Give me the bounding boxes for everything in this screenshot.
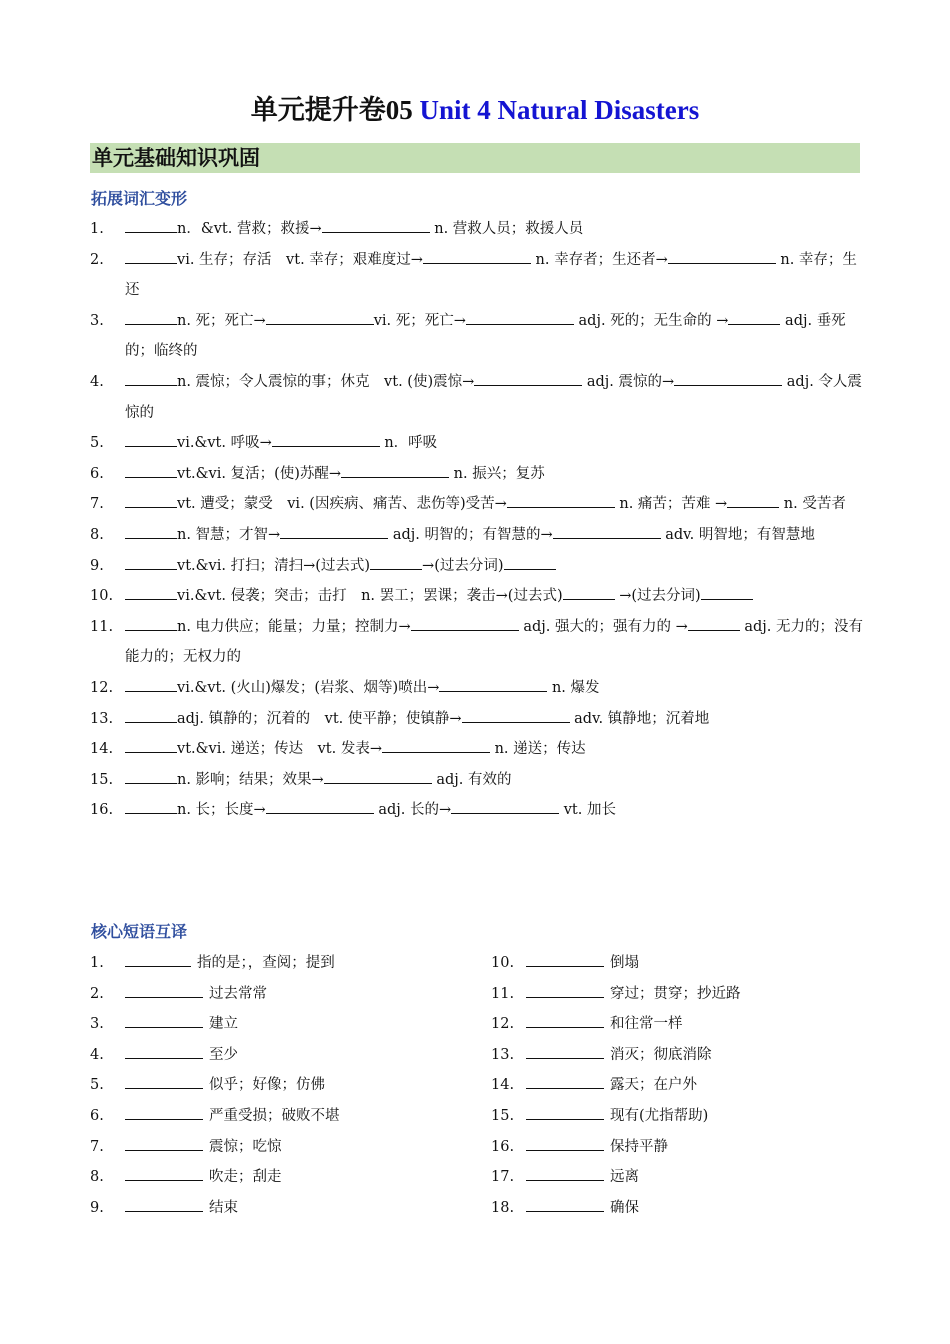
vocab-item: [90, 520, 870, 551]
phrase-item-body: [125, 1009, 238, 1040]
vocab-item: [90, 214, 870, 245]
answer-blank[interactable]: [125, 524, 177, 539]
phrase-item: [90, 1162, 470, 1193]
vocab-item-body: [90, 765, 870, 796]
phrase-item: [90, 1193, 470, 1224]
answer-blank[interactable]: [526, 952, 604, 967]
phrase-item: [90, 1101, 470, 1132]
answer-blank[interactable]: [411, 616, 519, 631]
answer-blank[interactable]: [280, 524, 388, 539]
vocab-text: n．呼吸: [379, 435, 438, 452]
vocab-item-body: [90, 734, 870, 765]
item-number: 15.: [90, 771, 114, 788]
phrase-item: [491, 1040, 871, 1071]
item-number: 16.: [90, 802, 114, 819]
item-number: 7.: [90, 1138, 104, 1155]
phrase-text: 确保: [610, 1199, 639, 1216]
vocab-text: adj. 无力的；没有能力的；无权力的: [125, 618, 863, 666]
answer-blank[interactable]: [526, 1074, 604, 1089]
phrase-item: [491, 1070, 871, 1101]
answer-blank[interactable]: [507, 493, 615, 508]
answer-blank[interactable]: [125, 432, 177, 447]
phrase-text: 严重受损；破败不堪: [209, 1107, 340, 1124]
answer-blank[interactable]: [125, 1136, 203, 1151]
phrase-item: [90, 1040, 470, 1071]
vocab-text: n. 爆发: [547, 679, 600, 696]
answer-blank[interactable]: [125, 1013, 203, 1028]
answer-blank[interactable]: [125, 952, 191, 967]
vocab-text: adj. 有效的: [431, 771, 512, 788]
vocab-item: [90, 765, 870, 796]
answer-blank[interactable]: [526, 1105, 604, 1120]
vocab-item-body: [90, 245, 870, 306]
section-banner: 单元基础知识巩固: [90, 143, 860, 173]
vocab-text: n. 振兴；复苏: [449, 465, 545, 482]
phrase-text: 至少: [209, 1046, 238, 1063]
answer-blank[interactable]: [125, 1105, 203, 1120]
vocab-text: adv. 明智地；有智慧地: [660, 526, 815, 543]
phrase-item-body: [526, 1193, 639, 1224]
item-number: 11.: [491, 985, 515, 1002]
answer-blank[interactable]: [466, 310, 574, 325]
vocab-text: adj. 令人震惊的: [125, 373, 862, 421]
answer-blank[interactable]: [727, 493, 779, 508]
item-number: 12.: [90, 679, 114, 696]
vocab-item-body: [90, 673, 870, 704]
vocab-item: [90, 612, 870, 673]
phrase-text: 倒塌: [610, 955, 639, 971]
vocab-text: adj. 垂死的；临终的: [125, 312, 846, 360]
vocab-text: vt. 遭受；蒙受 vi. (因疾病、痛苦、悲伤等)受苦→: [177, 496, 507, 513]
vocab-item-body: [90, 795, 870, 826]
phrase-item-body: [125, 979, 267, 1010]
item-number: 15.: [491, 1107, 515, 1124]
answer-blank[interactable]: [688, 616, 740, 631]
answer-blank[interactable]: [423, 249, 531, 264]
phrase-text: 和往常一样: [610, 1016, 683, 1033]
answer-blank[interactable]: [322, 218, 430, 233]
phrase-item: [90, 1132, 470, 1163]
phrase-item: [491, 1193, 871, 1224]
answer-blank[interactable]: [526, 983, 604, 998]
vocab-item: [90, 367, 870, 428]
vocab-text: →(过去分词): [422, 557, 504, 574]
page-title: [0, 92, 950, 128]
phrase-text: 吹走；刮走: [209, 1169, 282, 1186]
item-number: 8.: [90, 526, 104, 543]
item-number: 3.: [90, 312, 104, 329]
answer-blank[interactable]: [474, 371, 582, 386]
phrase-text: 现有(尤指帮助): [610, 1107, 709, 1124]
vocab-text: adj. 强大的；强有力的 →: [518, 618, 688, 635]
phrase-item-body: [526, 1009, 683, 1040]
phrase-text: 穿过；贯穿；抄近路: [610, 985, 741, 1002]
vocab-item: [90, 459, 870, 490]
phrase-text: 消灭；彻底消除: [610, 1046, 712, 1063]
vocab-item-body: [90, 520, 870, 551]
item-number: 3.: [90, 1016, 104, 1033]
vocab-text: vt. 加长: [559, 802, 616, 819]
item-number: 17.: [491, 1169, 515, 1186]
vocab-item: [90, 428, 870, 459]
vocab-text: vi.&vt. 呼吸→: [177, 435, 272, 452]
vocab-item-body: [90, 612, 870, 673]
answer-blank[interactable]: [341, 463, 449, 478]
phrase-item: [491, 1009, 871, 1040]
phrase-text: 露天；在户外: [610, 1077, 697, 1094]
phrase-item: [491, 979, 871, 1010]
item-number: 18.: [491, 1199, 515, 1216]
answer-blank[interactable]: [526, 1013, 604, 1028]
answer-blank[interactable]: [439, 677, 547, 692]
phrase-item: [90, 1009, 470, 1040]
vocab-text: n. 营救人员；救援人员: [429, 221, 584, 237]
answer-blank[interactable]: [125, 616, 177, 631]
vocab-text: n. 电力供应；能量；力量；控制力→: [177, 618, 411, 635]
answer-blank[interactable]: [370, 555, 422, 570]
vocab-text: n. 震惊；令人震惊的事；休克 vt. (使)震惊→: [177, 373, 475, 390]
answer-blank[interactable]: [125, 585, 177, 600]
title-en: Unit 4 Natural Disasters: [419, 95, 700, 125]
phrase-item-body: [125, 1132, 282, 1163]
answer-blank[interactable]: [526, 1197, 604, 1212]
vocab-item-body: [90, 214, 870, 245]
answer-blank[interactable]: [728, 310, 780, 325]
vocab-text: adj. 明智的；有智慧的→: [388, 526, 553, 543]
vocab-item-body: [90, 581, 870, 612]
answer-blank[interactable]: [125, 1074, 203, 1089]
item-number: 5.: [90, 435, 104, 452]
vocab-item: [90, 581, 870, 612]
phrase-item-body: [125, 1101, 340, 1132]
item-number: 10.: [491, 955, 515, 971]
answer-blank[interactable]: [526, 1044, 604, 1059]
phrase-item-body: [526, 948, 639, 979]
phrase-item-body: [526, 1162, 639, 1193]
phrase-item-body: [526, 1101, 708, 1132]
phrase-list-right: [491, 948, 871, 1223]
phrase-item-body: [526, 979, 741, 1010]
item-number: 5.: [90, 1077, 104, 1094]
item-number: 1.: [90, 221, 104, 237]
vocab-item: [90, 734, 870, 765]
phrase-item-body: [125, 1193, 238, 1224]
answer-blank[interactable]: [125, 555, 177, 570]
answer-blank[interactable]: [272, 432, 380, 447]
item-number: 9.: [90, 1199, 104, 1216]
answer-blank[interactable]: [668, 249, 776, 264]
item-number: 16.: [491, 1138, 515, 1155]
answer-blank[interactable]: [125, 1166, 203, 1181]
answer-blank[interactable]: [125, 371, 177, 386]
vocab-text: n. 死；死亡→: [177, 312, 266, 329]
vocab-item-body: [90, 306, 870, 367]
phrase-text: 指的是；，查阅；提到: [197, 955, 335, 971]
phrase-item: [491, 948, 871, 979]
phrase-text: 震惊；吃惊: [209, 1138, 282, 1155]
phrase-item: [491, 1162, 871, 1193]
vocab-text: vi. 生存；存活 vt. 幸存；艰难度过→: [177, 251, 423, 268]
answer-blank[interactable]: [382, 738, 490, 753]
phrase-item-body: [125, 1040, 238, 1071]
phrase-item-body: [125, 1070, 325, 1101]
vocab-text: vt.&vi. 复活；(使)苏醒→: [177, 465, 342, 482]
answer-blank[interactable]: [451, 799, 559, 814]
answer-blank[interactable]: [125, 769, 177, 784]
answer-blank[interactable]: [125, 738, 177, 753]
answer-blank[interactable]: [125, 249, 177, 264]
item-number: 14.: [491, 1077, 515, 1094]
phrase-item-body: [526, 1132, 668, 1163]
vocab-text: n．&vt. 营救；救援→: [177, 221, 322, 237]
answer-blank[interactable]: [125, 1197, 203, 1212]
answer-blank[interactable]: [125, 463, 177, 478]
phrase-text: 远离: [610, 1169, 639, 1186]
answer-blank[interactable]: [674, 371, 782, 386]
item-number: 8.: [90, 1169, 104, 1186]
answer-blank[interactable]: [526, 1166, 604, 1181]
vocab-text: adj. 镇静的；沉着的 vt. 使平静；使镇静→: [177, 710, 462, 727]
vocab-text: vi.&vt. 侵袭；突击；击打 n. 罢工；罢课；袭击→(过去式): [177, 588, 563, 605]
vocab-item: [90, 306, 870, 367]
item-number: 13.: [491, 1046, 515, 1063]
vocab-item: [90, 704, 870, 735]
answer-blank[interactable]: [125, 799, 177, 814]
item-number: 9.: [90, 557, 104, 574]
vocab-text: n. 影响；结果；效果→: [177, 771, 324, 788]
vocab-text: n. 递送；传达: [489, 741, 586, 758]
answer-blank[interactable]: [125, 983, 203, 998]
item-number: 11.: [90, 618, 114, 635]
item-number: 4.: [90, 1046, 104, 1063]
phrase-item-body: [526, 1070, 697, 1101]
answer-blank[interactable]: [125, 310, 177, 325]
answer-blank[interactable]: [266, 799, 374, 814]
vocab-text: vi. 死；死亡→: [373, 312, 466, 329]
phrase-list-left: [90, 948, 470, 1223]
phrase-text: 建立: [209, 1016, 238, 1033]
vocab-item: [90, 551, 870, 582]
answer-blank[interactable]: [125, 708, 177, 723]
answer-blank[interactable]: [701, 585, 753, 600]
item-number: 2.: [90, 985, 104, 1002]
phrase-section-title: 核心短语互译: [91, 922, 188, 941]
answer-blank[interactable]: [266, 310, 374, 325]
answer-blank[interactable]: [462, 708, 570, 723]
vocab-item-body: [90, 367, 870, 428]
phrase-text: 保持平静: [610, 1138, 668, 1155]
vocab-item: [90, 673, 870, 704]
vocab-text: vt.&vi. 打扫；清扫→(过去式): [177, 557, 371, 574]
vocab-item-body: [90, 489, 870, 520]
vocab-text: n. 幸存；生还: [125, 251, 857, 299]
answer-blank[interactable]: [526, 1136, 604, 1151]
vocab-list: [90, 214, 870, 826]
answer-blank[interactable]: [563, 585, 615, 600]
answer-blank[interactable]: [504, 555, 556, 570]
phrase-item: [491, 1101, 871, 1132]
phrase-item: [90, 979, 470, 1010]
vocab-text: vt.&vi. 递送；传达 vt. 发表→: [177, 741, 382, 758]
answer-blank[interactable]: [125, 1044, 203, 1059]
vocab-item: [90, 795, 870, 826]
vocab-text: adv. 镇静地；沉着地: [569, 710, 710, 727]
title-cn: 单元提升卷05: [250, 95, 413, 125]
vocab-text: n. 痛苦；苦难 →: [614, 496, 728, 513]
phrase-text: 结束: [209, 1199, 238, 1216]
item-number: 1.: [90, 955, 104, 971]
item-number: 10.: [90, 588, 114, 605]
item-number: 2.: [90, 251, 104, 268]
vocab-text: →(过去分词): [614, 588, 701, 605]
item-number: 7.: [90, 496, 104, 513]
answer-blank[interactable]: [125, 218, 177, 233]
vocab-item-body: [90, 459, 870, 490]
phrase-text: 似乎；好像；仿佛: [209, 1077, 325, 1094]
item-number: 6.: [90, 465, 104, 482]
phrase-item: [491, 1132, 871, 1163]
vocab-text: adj. 长的→: [373, 802, 452, 819]
answer-blank[interactable]: [324, 769, 432, 784]
item-number: 14.: [90, 741, 114, 758]
phrase-item-body: [125, 948, 335, 979]
phrase-text: 过去常常: [209, 985, 267, 1002]
vocab-text: vi.&vt. (火山)爆发；(岩浆、烟等)喷出→: [177, 679, 440, 696]
vocab-text: n. 幸存者；生还者→: [530, 251, 668, 268]
item-number: 12.: [491, 1016, 515, 1033]
vocab-item: [90, 245, 870, 306]
item-number: 13.: [90, 710, 114, 727]
vocab-text: adj. 死的；无生命的 →: [573, 312, 729, 329]
vocab-item: [90, 489, 870, 520]
vocab-item-body: [90, 428, 870, 459]
answer-blank[interactable]: [125, 493, 177, 508]
vocab-item-body: [90, 704, 870, 735]
item-number: 4.: [90, 373, 104, 390]
vocab-text: n. 受苦者: [779, 496, 846, 513]
item-number: 6.: [90, 1107, 104, 1124]
phrase-item-body: [125, 1162, 282, 1193]
phrase-item: [90, 1070, 470, 1101]
vocab-section-title: 拓展词汇变形: [91, 189, 188, 208]
vocab-item-body: [90, 551, 870, 582]
vocab-text: adj. 震惊的→: [582, 373, 675, 390]
phrase-item: [90, 948, 470, 979]
answer-blank[interactable]: [553, 524, 661, 539]
answer-blank[interactable]: [125, 677, 177, 692]
vocab-text: n. 长；长度→: [177, 802, 266, 819]
phrase-item-body: [526, 1040, 712, 1071]
vocab-text: n. 智慧；才智→: [177, 526, 281, 543]
